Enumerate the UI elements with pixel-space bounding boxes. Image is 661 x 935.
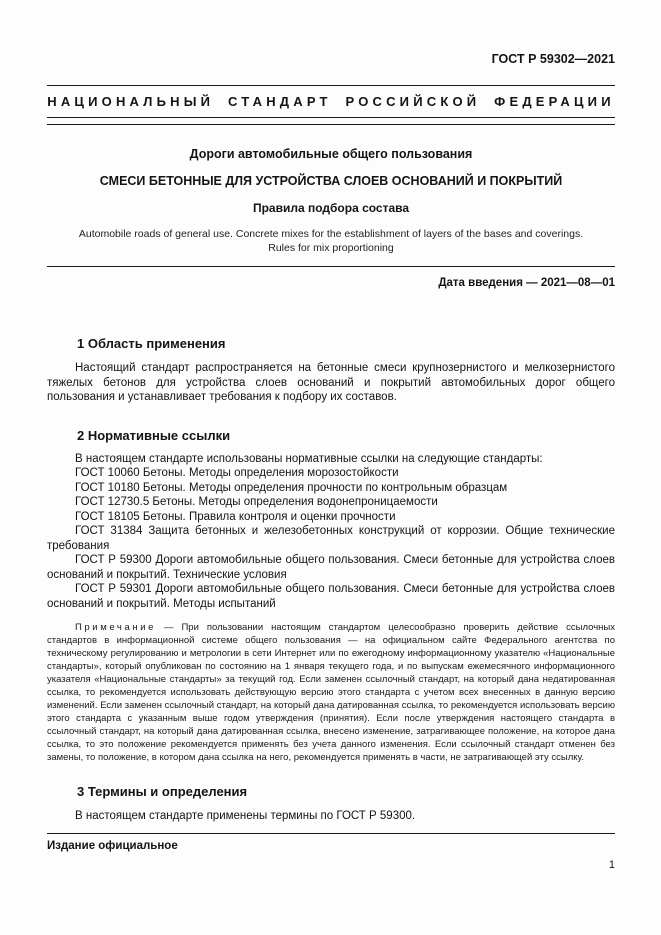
section2-heading: 2 Нормативные ссылки bbox=[77, 427, 231, 443]
section1-paragraph: Настоящий стандарт распространяется на бетонные смеси крупнозернистого и мелкозернистого тяжелых бетонов для устройства слоев оснований и покрытий автомобильных дорог общего пользования и устанавливает требования к подбору их составов. bbox=[47, 362, 615, 403]
official-edition-label: Издание официальное bbox=[47, 839, 178, 852]
title-group: Дороги автомобильные общего пользования bbox=[189, 147, 473, 161]
reference-item: ГОСТ 31384 Защита бетонных и железобетонных конструкций от коррозии. Общие технические требования bbox=[47, 525, 615, 552]
page-number: 1 bbox=[608, 858, 615, 871]
reference-item: ГОСТ 10060 Бетоны. Методы определения морозостойкости bbox=[75, 467, 399, 479]
reference-item: ГОСТ Р 59301 Дороги автомобильные общего пользования. Смеси бетонные для устройства слоев оснований и покрытий. Методы испытаний bbox=[47, 583, 615, 610]
title-block bbox=[47, 147, 615, 267]
title-subtitle: Правила подбора состава bbox=[252, 201, 410, 215]
title-english bbox=[47, 227, 615, 255]
section3-heading: 3 Термины и определения bbox=[77, 784, 248, 799]
standard-banner bbox=[47, 85, 615, 125]
references-note bbox=[47, 621, 615, 764]
title-english-line2: Rules for mix proportioning bbox=[268, 242, 394, 254]
banner-rule-thin bbox=[47, 117, 615, 118]
note-text: — При пользовании настоящим стандартом целесообразно проверить действие ссылочных стандартов в информационной системе общего пользования — на официальном сайте Федерального агентства по техническому регулированию и метрологии в сети Интернет или по ежегодному информационному указателю «Национальные стандарты», который опубликован по состоянию на 1 января текущего года, и по выпускам ежемесячного информационного указателя «Национальные стандарты» за текущий год. Если заменен ссылочный стандарт, на который дана недатированная ссылка, то рекомендуется использовать действующую версию этого стандарта с учетом всех внесенных в данную версию изменений. Если заменен ссылочный стандарт, на который дана датированная ссылка, то рекомендуется использовать версию этого стандарта с указанным выше годом утверждения (принятия). Если после утверждения настоящего стандарта в ссылочный стандарт, на который дана датированная ссылка, внесено изменение, затрагивающее положение, на которое дана ссылка, то это положение рекомендуется применять без учета данного изменения. Если ссылочный стандарт отменен без замены, то положение, в котором дана ссылка на него, рекомендуется применять в части, не затрагивающей эту ссылку. bbox=[47, 622, 615, 763]
reference-item: ГОСТ 12730.5 Бетоны. Методы определения водонепроницаемости bbox=[75, 496, 438, 508]
section1-heading: 1 Область применения bbox=[77, 336, 226, 351]
section-terms bbox=[47, 784, 615, 824]
reference-item: ГОСТ Р 59300 Дороги автомобильные общего пользования. Смеси бетонные для устройства слоев оснований и покрытий. Технические условия bbox=[47, 554, 615, 581]
title-main: СМЕСИ БЕТОННЫЕ ДЛЯ УСТРОЙСТВА СЛОЕВ ОСНОВАНИЙ И ПОКРЫТИЙ bbox=[99, 174, 563, 188]
title-english-line1: Automobile roads of general use. Concrete mixes for the establishment of layers of the bases and coverings. bbox=[78, 228, 584, 240]
reference-item: ГОСТ 18105 Бетоны. Правила контроля и оценки прочности bbox=[75, 510, 396, 523]
banner-rule-thick bbox=[47, 124, 615, 125]
effective-date: Дата введения — 2021—08—01 bbox=[438, 277, 615, 289]
doc-number: ГОСТ Р 59302—2021 bbox=[491, 52, 615, 66]
section3-paragraph: В настоящем стандарте применены термины по ГОСТ Р 59300. bbox=[75, 810, 416, 822]
section-scope bbox=[47, 336, 615, 405]
banner-title: НАЦИОНАЛЬНЫЙ СТАНДАРТ РОССИЙСКОЙ ФЕДЕРАЦИИ bbox=[47, 94, 615, 109]
title-divider-rule bbox=[47, 266, 615, 267]
reference-item: ГОСТ 10180 Бетоны. Методы определения прочности по контрольным образцам bbox=[75, 481, 508, 494]
section-normative-references bbox=[47, 428, 615, 765]
section2-intro: В настоящем стандарте использованы нормативные ссылки на следующие стандарты: bbox=[75, 452, 543, 465]
footer bbox=[47, 833, 615, 872]
note-label: Примечание bbox=[75, 622, 156, 633]
